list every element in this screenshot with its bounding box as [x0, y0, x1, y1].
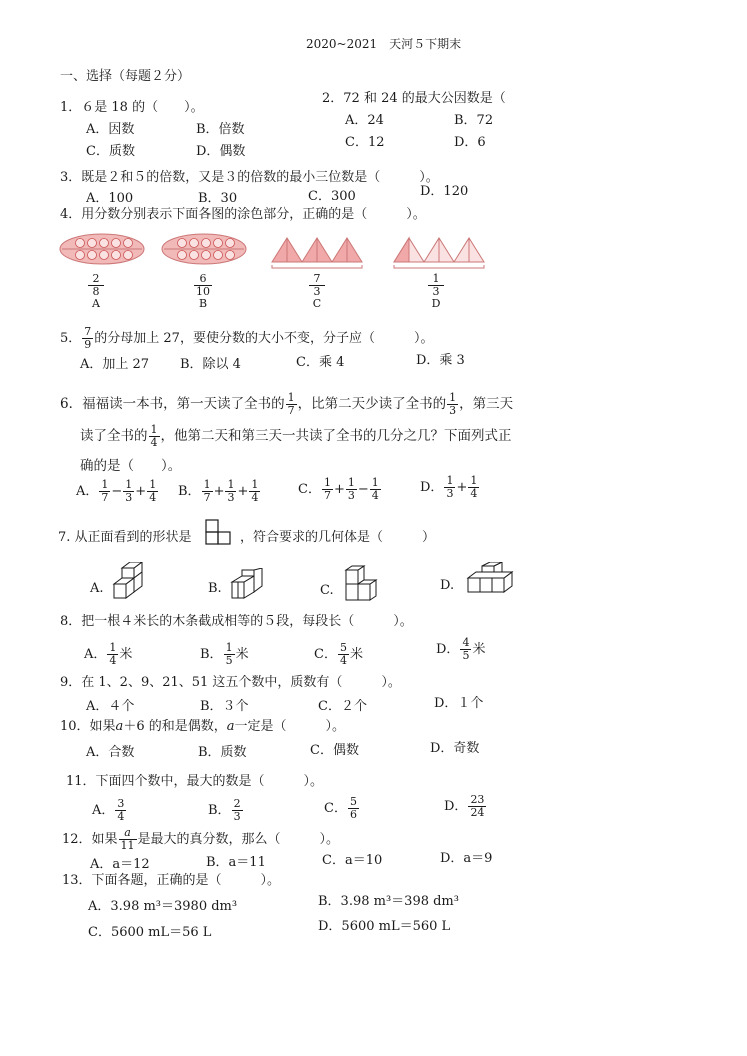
q2-stem: 2．72 和 24 的最大公因数是（ — [322, 91, 506, 106]
exam-title: 2020~2021 天河５下期末 — [306, 37, 462, 51]
q8-stem: 8．把一根４米长的木条截成相等的５段，每段长（ ）。 — [60, 614, 413, 629]
q4-label-d: 1 3 D — [428, 273, 444, 310]
q8-option-b[interactable]: B． $\frac{1}{5}$ 米 — [200, 641, 249, 667]
q7-option-d-label[interactable]: D. — [440, 578, 455, 593]
q1-option-a[interactable]: A．因数 — [86, 122, 135, 137]
q5-option-a[interactable]: A．加上 27 — [80, 357, 150, 372]
q9-option-b[interactable]: B．３个 — [200, 699, 249, 714]
q1-option-d[interactable]: D．偶数 — [196, 144, 246, 159]
q4-label-b: 6 10 B — [196, 272, 210, 310]
q9-stem: 9．在 1、2、9、21、51 这五个数中，质数有（ ）。 — [60, 675, 401, 690]
q12-option-a[interactable]: A．a＝12 — [90, 857, 150, 872]
q7-option-b-cubes-icon[interactable] — [228, 568, 268, 602]
q10-option-b[interactable]: B．质数 — [198, 745, 247, 760]
q7-option-a-label[interactable]: A. — [90, 581, 104, 596]
q10-option-c[interactable]: C．偶数 — [310, 743, 359, 758]
q13-option-b[interactable]: B．3.98 m³＝398 dm³ — [318, 894, 459, 909]
q7-option-c-label[interactable]: C. — [320, 583, 334, 598]
q10-option-d[interactable]: D．奇数 — [430, 741, 480, 756]
q6-line-3: 确的是（ ）。 — [80, 458, 182, 474]
q4-figure-b-ellipse — [160, 232, 248, 266]
q11-option-d[interactable]: D． $\frac{23}{24}$ — [444, 793, 485, 819]
q4-figure-d-triangles — [390, 234, 488, 270]
q4-figure-c-triangles — [268, 234, 366, 270]
q7-option-b-label[interactable]: B. — [208, 581, 222, 596]
q8-option-a[interactable]: A． $\frac{1}{4}$ 米 — [84, 641, 133, 667]
q7-option-d-cubes-icon[interactable] — [466, 562, 520, 596]
q13-option-c[interactable]: C．5600 mL＝56 L — [88, 925, 212, 940]
q5-option-d[interactable]: D．乘 3 — [416, 353, 465, 368]
q12-option-c[interactable]: C．a＝10 — [322, 853, 383, 868]
q2-option-c[interactable]: C．12 — [345, 135, 385, 150]
q3-option-c[interactable]: C．300 — [308, 189, 356, 204]
q5-option-b[interactable]: B．除以 4 — [180, 357, 241, 372]
q3-option-b[interactable]: B．30 — [198, 191, 238, 206]
q6-line-1: 6．福福读一本书，第一天读了全书的 $\frac{1}{7}$ ，比第二天少读了全书的 $\frac{1}{3}$ ，第三天 — [60, 391, 514, 417]
q4-figure-a-ellipse — [58, 232, 146, 266]
q2-option-b[interactable]: B．72 — [454, 113, 494, 128]
q7-option-c-cubes-icon[interactable] — [342, 562, 382, 604]
q13-stem: 13．下面各题，正确的是（ ）。 — [62, 873, 281, 888]
q11-stem: 11．下面四个数中，最大的数是（ ）。 — [66, 774, 324, 789]
q9-option-c[interactable]: C．２个 — [318, 699, 367, 714]
q11-option-a[interactable]: A． $\frac{3}{4}$ — [92, 797, 125, 823]
q7-stem-a: 7. 从正面看到的形状是 — [58, 530, 192, 545]
q4-stem: 4．用分数分别表示下面各图的涂色部分，正确的是（ ）。 — [60, 207, 426, 222]
q2-option-a[interactable]: A．24 — [345, 113, 384, 128]
q4-label-a: 2 8 A — [88, 273, 104, 310]
q7-front-view-icon — [204, 518, 234, 546]
q10-stem: 10．如果a＋6 的和是偶数，a一定是（ ）。 — [60, 719, 345, 734]
q9-option-a[interactable]: A．４个 — [86, 699, 135, 714]
q1-option-c[interactable]: C．质数 — [86, 144, 135, 159]
q3-option-a[interactable]: A．100 — [86, 191, 134, 206]
q1-stem: 1．６是 18 的（ ）。 — [60, 100, 204, 115]
q6-option-b[interactable]: B． $\frac{1}{7}$ + $\frac{1}{3}$ + $\frac{1}{4}$ — [178, 478, 259, 504]
q8-option-c[interactable]: C． $\frac{5}{4}$ 米 — [314, 641, 363, 667]
q7-stem-b: ，符合要求的几何体是（ ） — [240, 530, 436, 545]
q11-option-b[interactable]: B． $\frac{2}{3}$ — [208, 797, 241, 823]
q2-option-d[interactable]: D．6 — [454, 135, 486, 150]
q13-option-d[interactable]: D．5600 mL＝560 L — [318, 919, 451, 934]
section-title: 一、选择（每题２分） — [60, 69, 191, 84]
q4-label-c: 7 3 C — [309, 273, 325, 310]
q8-option-d[interactable]: D． $\frac{4}{5}$ 米 — [436, 636, 486, 662]
q5-stem: 5． $\frac{7}{9}$ 的分母加上 27，要使分数的大小不变，分子应（ ）。 — [60, 325, 434, 351]
q12-option-d[interactable]: D．a＝9 — [440, 851, 493, 866]
q9-option-d[interactable]: D．１个 — [434, 696, 484, 711]
q3-stem: 3．既是２和５的倍数，又是３的倍数的最小三位数是（ ）。 — [60, 170, 439, 185]
q7-option-a-cubes-icon[interactable] — [110, 562, 150, 602]
q10-option-a[interactable]: A．合数 — [86, 745, 135, 760]
q5-fraction: $\frac{7}{9}$ — [84, 325, 92, 351]
q11-option-c[interactable]: C． $\frac{5}{6}$ — [324, 795, 357, 821]
q3-option-d[interactable]: D．120 — [420, 184, 469, 199]
q6-option-a[interactable]: A． $\frac{1}{7}$ − $\frac{1}{3}$ + $\frac{1}{4}$ — [76, 478, 157, 504]
q12-stem: 12．如果 $\frac{a}{11}$ 是最大的真分数，那么（ ）。 — [62, 826, 340, 852]
q6-option-d[interactable]: D． $\frac{1}{3}$ + $\frac{1}{4}$ — [420, 474, 478, 500]
q5-option-c[interactable]: C．乘 4 — [296, 355, 345, 370]
q6-option-c[interactable]: C． $\frac{1}{7}$ + $\frac{1}{3}$ − $\frac{1}{4}$ — [298, 476, 379, 502]
q6-line-2: 读了全书的 $\frac{1}{4}$ ，他第二天和第三天一共读了全书的几分之几？下面列式正 — [80, 423, 512, 449]
q12-option-b[interactable]: B．a＝11 — [206, 855, 266, 870]
q13-option-a[interactable]: A．3.98 m³＝3980 dm³ — [88, 899, 238, 914]
q1-option-b[interactable]: B．倍数 — [196, 122, 245, 137]
